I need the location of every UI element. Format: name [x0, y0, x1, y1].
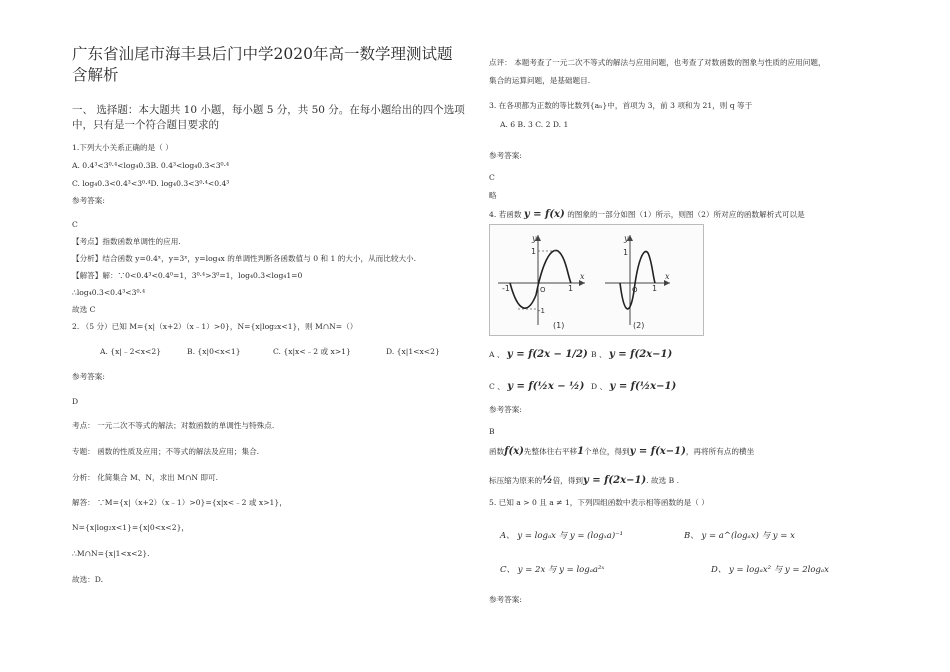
q1-options-cd: C. log₄0.3<0.4³<3⁰·⁴D. log₄0.3<3⁰·⁴<0.4³	[72, 179, 230, 188]
q4-explain-text: . 故选 B .	[646, 476, 679, 485]
q4-explain-frac: ½	[542, 475, 553, 486]
graph-2-label: (2)	[633, 321, 645, 330]
q4-option-d-label: D 、	[591, 382, 608, 391]
graph-1-curve	[510, 250, 574, 308]
graph-1-origin: O	[540, 286, 546, 294]
q4-stem-pre: 4. 若函数	[489, 210, 522, 219]
q2-n-set: N={x|log₂x<1}={x|0<x<2}，	[72, 523, 190, 532]
q4-function: y = f(x)	[523, 209, 565, 220]
q4-explain-text: 标压缩为原来的	[489, 476, 543, 485]
q3-answer: C	[489, 173, 495, 182]
graph-1-tick-left: -1	[502, 284, 510, 293]
graph-2	[605, 234, 670, 330]
page-title: 广东省汕尾市海丰县后门中学2020年高一数学理测试题含解析	[72, 45, 453, 84]
graph-1-tick-right: 1	[568, 284, 574, 293]
q2-answer-label: 参考答案:	[72, 372, 105, 381]
q4-explain-result: y = f(2x−1)	[582, 475, 647, 486]
q4-stem-post: 的图象的一部分如图（1）所示，则图（2）所对应的函数解析式可以是	[567, 210, 805, 219]
q5-stem: 5. 已知 a > 0 且 a ≠ 1，下列四组函数中表示相等函数的是（ ）	[489, 498, 709, 507]
q2-fenxi: 分析： 化简集合 M、N，求出 M∩N 即可.	[72, 473, 218, 482]
q4-explain-text: ，再将所有点的横坐	[685, 447, 755, 456]
q5-option-a: A、 y = logₐx 与 y = (logₓa)⁻¹	[500, 531, 624, 541]
q4-option-d	[591, 382, 676, 392]
q3-stem: 3. 在各项都为正数的等比数列{aₙ}中，首项为 3，前 3 项和为 21，则 q 等于	[489, 101, 753, 110]
q4-option-b-label: B 、	[591, 350, 607, 359]
q2-dianping-cont: 集合的运算问题，是基础题目.	[489, 76, 591, 85]
q4-option-a-label: A 、	[489, 350, 505, 359]
q4-option-d-formula: y = f(½x−1)	[609, 381, 677, 392]
q4-option-c-label: C 、	[489, 382, 505, 391]
q4-answer: B	[489, 427, 495, 436]
q1-kaodian: 【考点】指数函数单调性的应用.	[72, 237, 181, 246]
q1-jieda: 【解答】解：∵0<0.4³<0.4⁰=1，3⁰·⁴>3⁰=1，log₄0.3<log₄1=0	[72, 271, 303, 280]
q1-stem: 1.下列大小关系正确的是（ ）	[72, 143, 173, 152]
graph-1-y-label: y	[532, 234, 537, 243]
q2-final: 故选：D.	[72, 575, 104, 584]
q2-intersection: ∴M∩N={x|1<x<2}.	[72, 549, 150, 558]
q2-answer: D	[72, 397, 79, 406]
graph-1-tick-bottom: -1	[538, 307, 545, 315]
graph-1-x-label: x	[580, 272, 585, 281]
graph-1	[498, 234, 585, 330]
q4-option-c-formula: y = f(½x − ½)	[507, 381, 585, 392]
q5-option-b: B、 y = a^(logₐx) 与 y = x	[684, 531, 795, 541]
q2-option-b: B. {x|0<x<1}	[187, 347, 241, 356]
q4-option-b-formula: y = f(2x−1)	[609, 349, 673, 360]
q5-answer-label: 参考答案:	[489, 595, 522, 604]
q3-options: A. 6 B. 3 C. 2 D. 1	[500, 120, 569, 129]
q4-option-b	[591, 350, 672, 360]
q4-graph-figure	[489, 224, 704, 336]
q4-option-a	[489, 350, 588, 360]
q4-explain-text: 函数	[489, 447, 505, 456]
q2-dianping: 点评： 本题考查了一元二次不等式的解法与应用问题，也考查了对数函数的图象与性质的应用问题，	[489, 58, 826, 67]
section-heading: 一、 选择题：本大题共 10 小题，每小题 5 分，共 50 分。在每小题给出的四个选项中，只有是一个符合题目要求的	[72, 104, 465, 131]
q2-stem: 2. （5 分）已知 M={x|（x+2）（x﹣1）>0}，N={x|log₂x<1}，则 M∩N=（）	[72, 322, 358, 331]
q1-fenxi: 【分析】结合函数 y=0.4ˣ，y=3ˣ，y=log₄x 的单调性判断各函数值与 0 和 1 的大小，从而比较大小.	[72, 254, 417, 263]
q4-explain-text: 个单位，得到	[584, 447, 630, 456]
q5-option-c: C、 y = 2x 与 y = logₐa²ˣ	[500, 565, 605, 575]
q1-answer: C	[72, 220, 78, 229]
graph-2-origin: O	[632, 286, 638, 294]
graph-2-y-label: y	[624, 234, 629, 243]
q2-jieda: 解答： ∵M={x|（x+2）（x﹣1）>0}={x|x<﹣2 或 x>1}，	[72, 498, 287, 507]
q4-explain-line1	[489, 447, 754, 457]
graph-2-x-label: x	[665, 272, 670, 281]
q2-option-a: A. {x|﹣2<x<2}	[100, 347, 162, 356]
q2-option-d: D. {x|1<x<2}	[386, 347, 440, 356]
q4-explain-text: 先整体往右平移	[523, 447, 578, 456]
q4-explain-line2	[489, 476, 679, 486]
q4-option-c	[489, 382, 584, 392]
graph-2-tick-top: 1	[623, 248, 629, 257]
q4-explain-num: 1	[577, 446, 585, 457]
q4-explain-fx: f(x)	[504, 446, 524, 457]
q1-options-ab: A. 0.4³<3⁰·⁴<log₄0.3B. 0.4³<log₄0.3<3⁰·⁴	[72, 161, 230, 170]
q4-graph-svg	[490, 225, 703, 335]
q2-zhuanti: 专题： 函数的性质及应用；不等式的解法及应用；集合.	[72, 447, 260, 456]
graph-1-label: (1)	[553, 321, 565, 330]
q4-answer-label: 参考答案:	[489, 405, 522, 414]
q4-explain-shift: y = f(x−1)	[629, 446, 686, 457]
graph-2-curve	[620, 252, 658, 309]
q3-note: 略	[489, 191, 497, 200]
q3-answer-label: 参考答案:	[489, 151, 522, 160]
q2-option-c: C. {x|x<﹣2 或 x>1}	[273, 347, 351, 356]
q4-stem	[489, 210, 805, 220]
q1-final: 故选 C	[72, 305, 96, 314]
q1-conclusion: ∴log₄0.3<0.4³<3⁰·⁴	[72, 288, 145, 297]
graph-2-tick-right: 1	[652, 284, 658, 293]
q2-kaodian: 考点： 一元二次不等式的解法；对数函数的单调性与特殊点.	[72, 421, 275, 430]
q4-option-a-formula: y = f(2x − 1/2)	[506, 349, 588, 360]
q5-option-d: D、 y = logₐx² 与 y = 2logₐx	[711, 565, 829, 575]
q4-explain-text: 倍，得到	[552, 476, 583, 485]
q1-answer-label: 参考答案:	[72, 196, 105, 205]
graph-1-tick-top: 1	[531, 247, 537, 256]
